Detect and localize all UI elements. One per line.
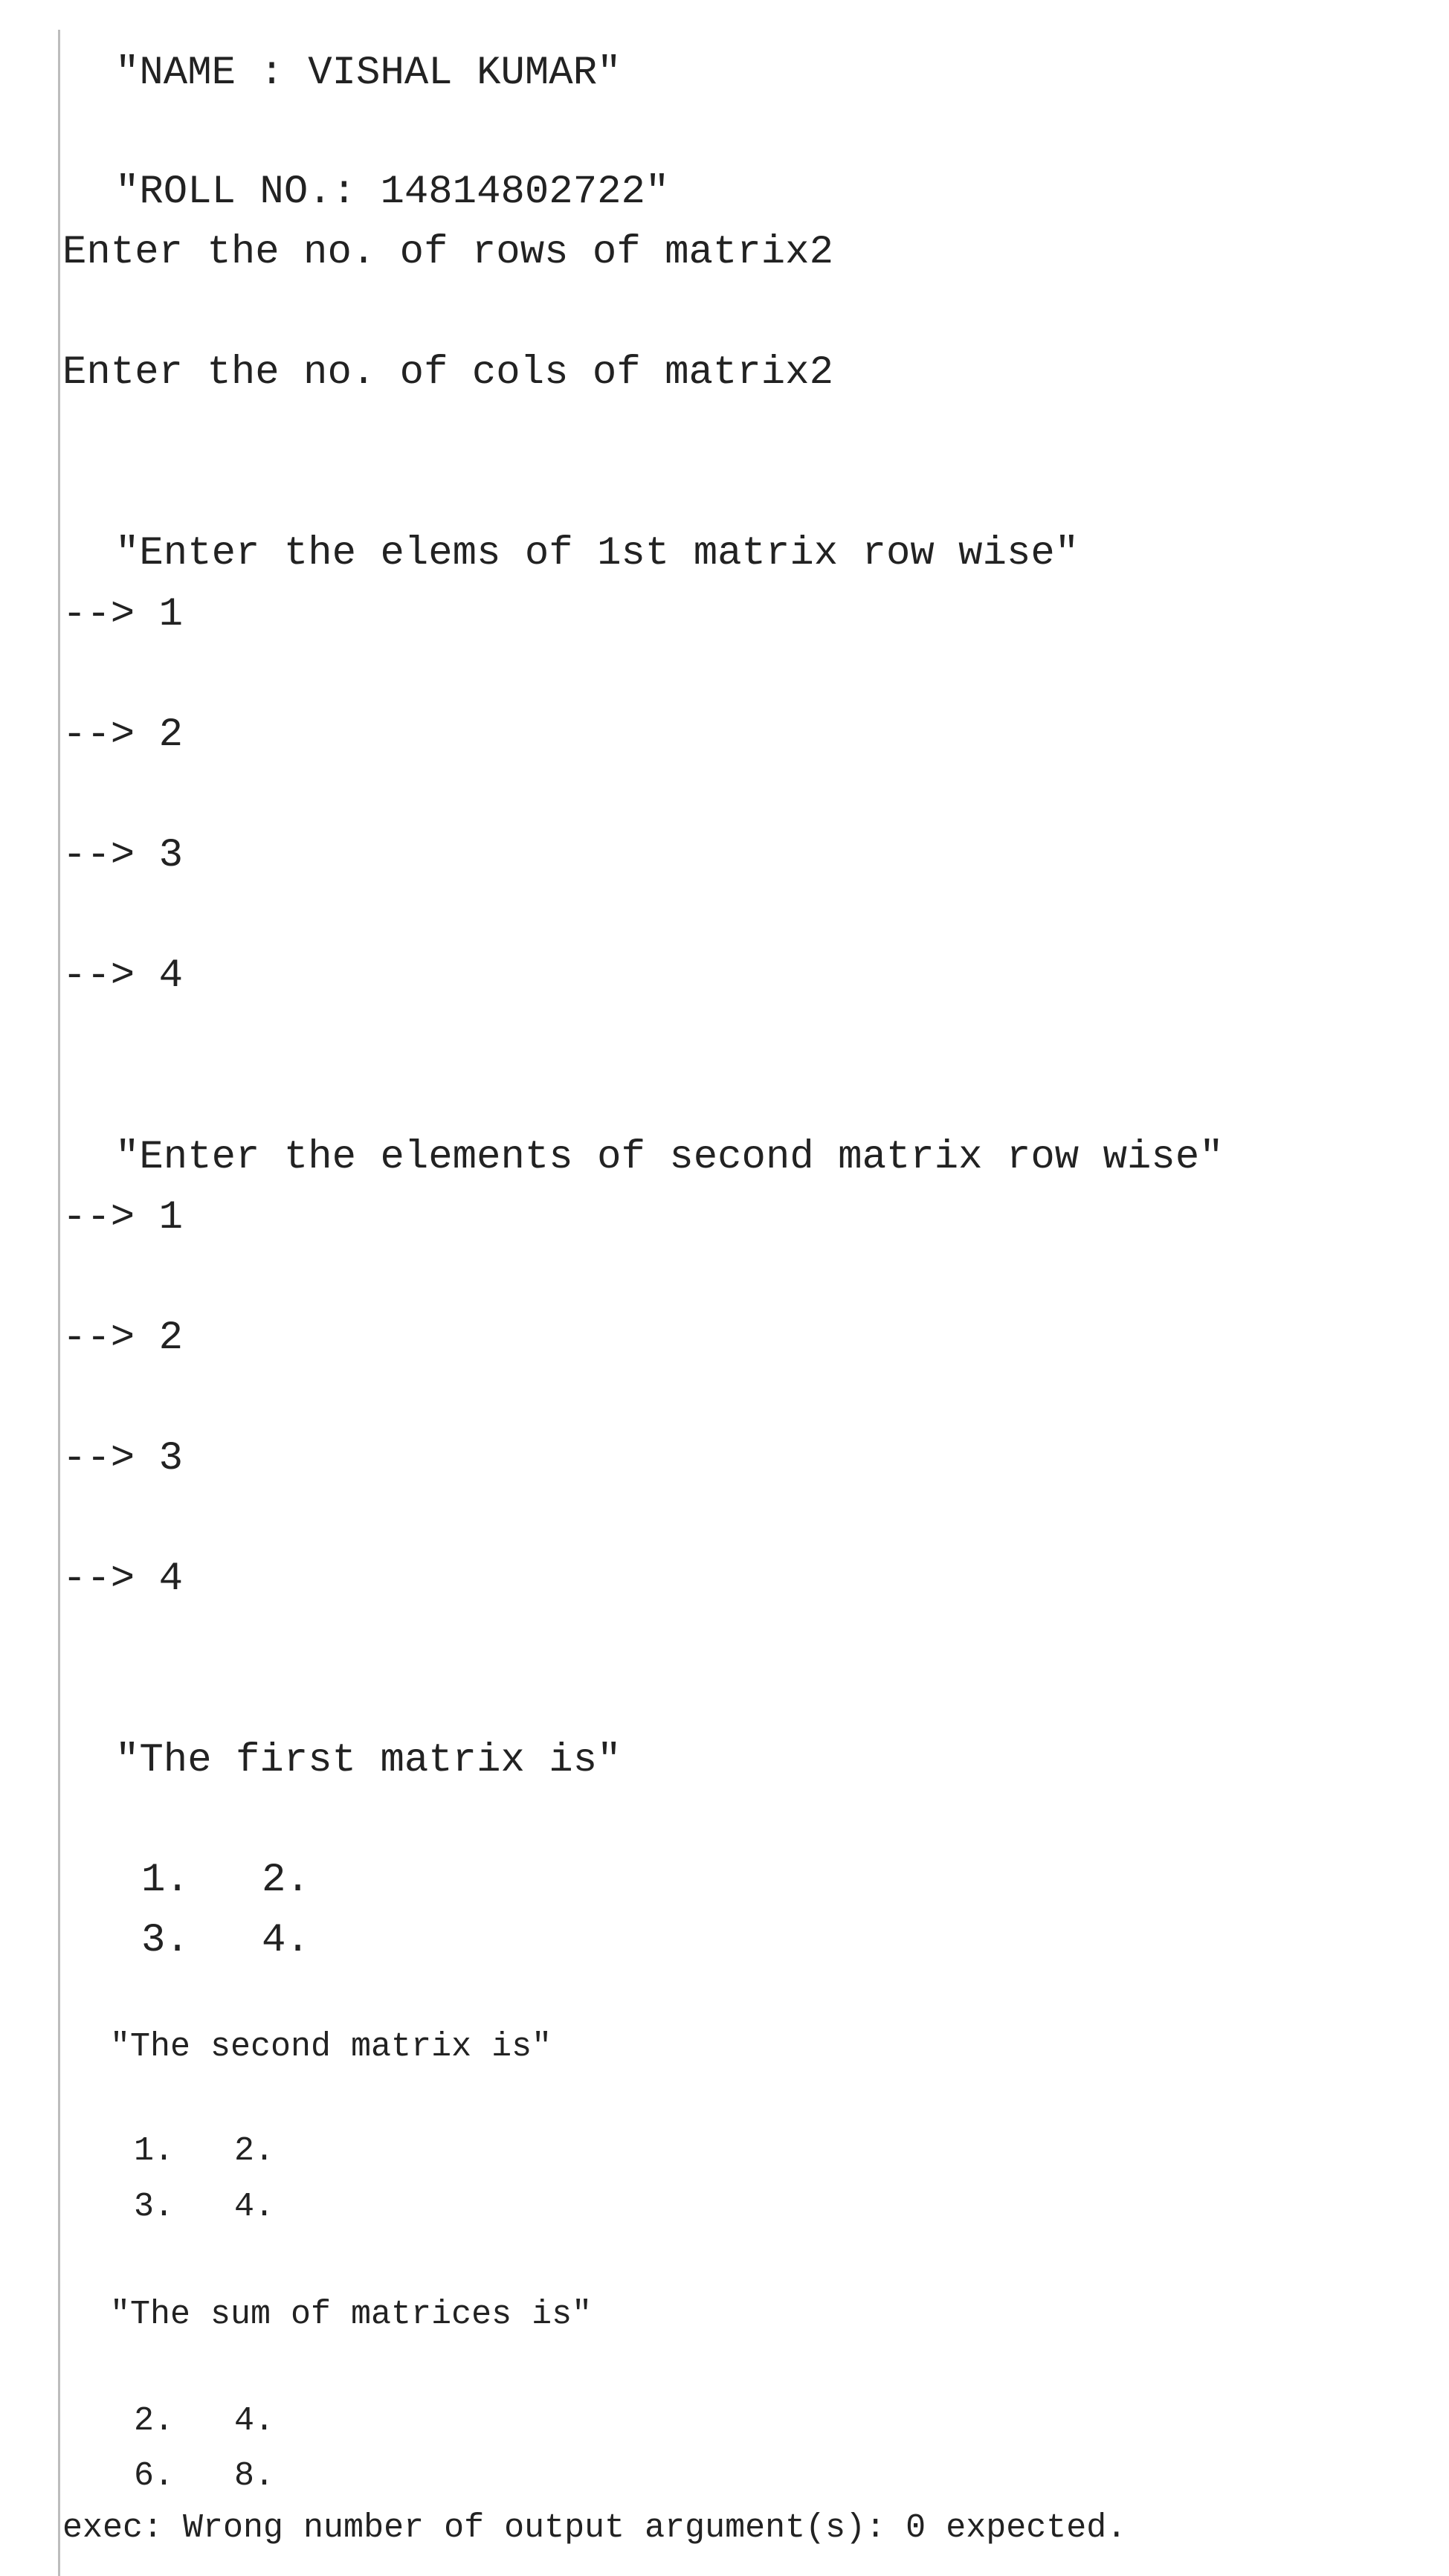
console-line-matrix1-input: --> 3 — [62, 833, 184, 878]
console-line-first-matrix-row: 3. 4. — [141, 1918, 310, 1963]
console-line-error-message: exec: Wrong number of output argument(s): 0 expected. — [62, 2509, 1127, 2547]
console-line-matrix1-input: --> 4 — [62, 953, 184, 999]
console-line-first-matrix-row: 1. 2. — [141, 1858, 310, 1903]
console-line-rows-prompt: Enter the no. of rows of matrix2 — [62, 230, 833, 275]
console-line-matrix2-prompt: "Enter the elements of second matrix row wise" — [115, 1135, 1224, 1180]
console-line-cols-prompt: Enter the no. of cols of matrix2 — [62, 350, 833, 396]
console-line-second-matrix-row: 3. 4. — [134, 2188, 275, 2226]
console-line-sum-label: "The sum of matrices is" — [110, 2296, 593, 2334]
console-line-sum-row: 6. 8. — [134, 2457, 275, 2495]
console-line-name: "NAME : VISHAL KUMAR" — [115, 51, 622, 96]
console-line-matrix1-prompt: "Enter the elems of 1st matrix row wise" — [115, 531, 1080, 576]
console-line-sum-row: 2. 4. — [134, 2402, 275, 2440]
console-line-matrix1-input: --> 1 — [62, 592, 184, 637]
console-line-matrix2-input: --> 3 — [62, 1436, 184, 1481]
console-line-matrix2-input: --> 1 — [62, 1195, 184, 1240]
console-line-roll-no: "ROLL NO.: 14814802722" — [115, 170, 670, 215]
console-line-matrix2-input: --> 4 — [62, 1556, 184, 1602]
console-line-matrix2-input: --> 2 — [62, 1316, 184, 1361]
console-gutter-line — [58, 30, 60, 2576]
console-line-first-matrix-label: "The first matrix is" — [115, 1738, 622, 1783]
console-line-second-matrix-row: 1. 2. — [134, 2132, 275, 2170]
console-line-second-matrix-label: "The second matrix is" — [110, 2028, 552, 2066]
console-line-matrix1-input: --> 2 — [62, 712, 184, 758]
